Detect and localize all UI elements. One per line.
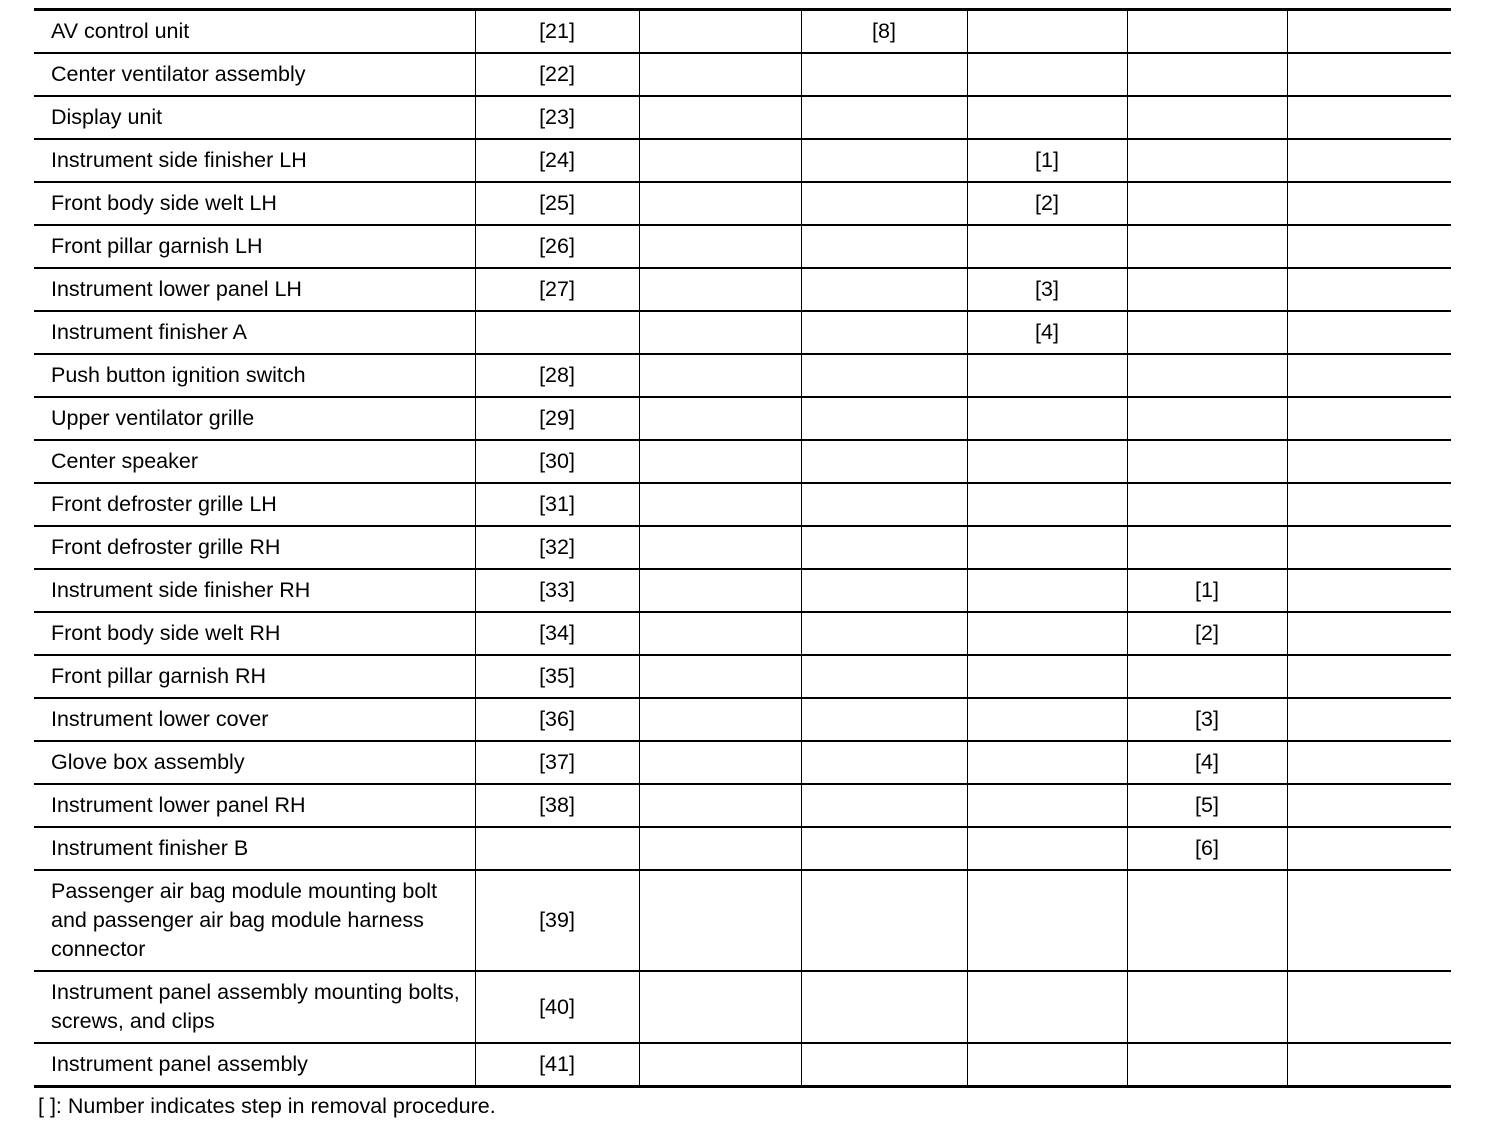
component-name-cell: Instrument panel assembly mounting bolts, screws, and clips — [34, 971, 475, 1043]
component-name-cell: Center ventilator assembly — [34, 53, 475, 96]
component-name-cell: Push button ignition switch — [34, 354, 475, 397]
step-cell — [1127, 526, 1287, 569]
step-cell — [967, 827, 1127, 870]
step-cell — [1287, 182, 1451, 225]
step-cell — [801, 53, 967, 96]
step-cell — [639, 827, 801, 870]
step-cell — [1287, 569, 1451, 612]
step-cell — [639, 483, 801, 526]
step-cell — [801, 784, 967, 827]
step-cell — [801, 612, 967, 655]
step-cell — [639, 698, 801, 741]
step-cell: [3] — [967, 268, 1127, 311]
component-name-cell: Display unit — [34, 96, 475, 139]
step-cell — [639, 354, 801, 397]
step-cell — [801, 1043, 967, 1087]
step-cell: [26] — [475, 225, 639, 268]
step-cell: [22] — [475, 53, 639, 96]
table-row — [34, 10, 1451, 54]
component-name-cell: Instrument lower cover — [34, 698, 475, 741]
component-name-cell: Front defroster grille RH — [34, 526, 475, 569]
step-cell — [639, 10, 801, 54]
step-cell — [801, 971, 967, 1043]
step-cell: [33] — [475, 569, 639, 612]
step-cell — [1127, 139, 1287, 182]
component-name-cell: Instrument side finisher LH — [34, 139, 475, 182]
step-cell: [31] — [475, 483, 639, 526]
step-cell — [1127, 182, 1287, 225]
step-cell — [1287, 139, 1451, 182]
table-row — [34, 827, 1451, 870]
table-row — [34, 96, 1451, 139]
step-cell — [1127, 483, 1287, 526]
table-row — [34, 483, 1451, 526]
step-cell: [2] — [967, 182, 1127, 225]
step-cell — [1287, 655, 1451, 698]
step-cell — [639, 397, 801, 440]
step-cell — [1287, 225, 1451, 268]
step-cell — [967, 440, 1127, 483]
step-cell — [801, 526, 967, 569]
step-cell — [1127, 440, 1287, 483]
step-cell — [967, 870, 1127, 971]
component-name-cell: Front body side welt RH — [34, 612, 475, 655]
step-cell — [1287, 268, 1451, 311]
component-name-cell: Instrument finisher A — [34, 311, 475, 354]
step-cell — [801, 397, 967, 440]
step-cell: [30] — [475, 440, 639, 483]
step-cell — [1287, 741, 1451, 784]
step-cell — [1287, 827, 1451, 870]
step-cell — [1287, 354, 1451, 397]
step-cell — [639, 741, 801, 784]
step-cell — [1287, 612, 1451, 655]
step-cell: [29] — [475, 397, 639, 440]
step-cell — [639, 569, 801, 612]
step-cell — [639, 526, 801, 569]
step-cell — [801, 182, 967, 225]
step-cell — [1127, 53, 1287, 96]
component-name-cell: Instrument lower panel RH — [34, 784, 475, 827]
step-cell: [36] — [475, 698, 639, 741]
table-row — [34, 741, 1451, 784]
step-cell — [1287, 397, 1451, 440]
step-cell — [801, 225, 967, 268]
step-cell — [1127, 870, 1287, 971]
step-cell — [801, 440, 967, 483]
step-cell — [801, 311, 967, 354]
step-cell — [1127, 971, 1287, 1043]
step-cell — [1127, 354, 1287, 397]
step-cell: [40] — [475, 971, 639, 1043]
step-cell — [639, 311, 801, 354]
table-row — [34, 354, 1451, 397]
step-cell — [801, 827, 967, 870]
table-row — [34, 698, 1451, 741]
step-cell — [1287, 971, 1451, 1043]
step-cell — [967, 655, 1127, 698]
step-cell: [24] — [475, 139, 639, 182]
step-cell — [1287, 870, 1451, 971]
step-cell — [801, 741, 967, 784]
step-cell — [1287, 526, 1451, 569]
step-cell: [5] — [1127, 784, 1287, 827]
step-cell — [1127, 1043, 1287, 1087]
table-row — [34, 655, 1451, 698]
step-cell: [38] — [475, 784, 639, 827]
table-row — [34, 311, 1451, 354]
step-cell — [639, 1043, 801, 1087]
step-cell — [639, 784, 801, 827]
component-name-cell: Passenger air bag module mounting bolt and passenger air bag module harness connector — [34, 870, 475, 971]
table-body — [34, 10, 1451, 1087]
step-cell — [801, 354, 967, 397]
step-cell: [39] — [475, 870, 639, 971]
step-cell — [967, 741, 1127, 784]
step-cell — [1127, 96, 1287, 139]
component-name-cell: Instrument lower panel LH — [34, 268, 475, 311]
step-cell — [639, 612, 801, 655]
table-row — [34, 971, 1451, 1043]
component-name-cell: Center speaker — [34, 440, 475, 483]
removal-procedure-table — [34, 8, 1451, 1088]
step-cell — [639, 53, 801, 96]
table-row — [34, 182, 1451, 225]
step-cell — [1287, 10, 1451, 54]
step-cell — [801, 96, 967, 139]
table-row — [34, 526, 1451, 569]
step-cell — [639, 440, 801, 483]
table-row — [34, 440, 1451, 483]
step-cell — [967, 784, 1127, 827]
step-cell: [23] — [475, 96, 639, 139]
step-cell — [1127, 10, 1287, 54]
step-cell — [1127, 397, 1287, 440]
step-cell — [801, 698, 967, 741]
table-row — [34, 612, 1451, 655]
step-cell — [475, 311, 639, 354]
table-row — [34, 569, 1451, 612]
step-cell — [1287, 311, 1451, 354]
component-name-cell: Instrument panel assembly — [34, 1043, 475, 1087]
step-cell — [967, 354, 1127, 397]
table-row — [34, 784, 1451, 827]
step-cell: [28] — [475, 354, 639, 397]
step-cell — [1287, 96, 1451, 139]
step-cell — [639, 655, 801, 698]
component-name-cell: AV control unit — [51, 19, 190, 43]
step-cell — [1127, 655, 1287, 698]
step-cell — [801, 569, 967, 612]
step-cell: [4] — [967, 311, 1127, 354]
step-cell: [35] — [475, 655, 639, 698]
step-cell: [1] — [967, 139, 1127, 182]
step-cell: [3] — [1127, 698, 1287, 741]
step-cell — [801, 483, 967, 526]
step-cell — [801, 268, 967, 311]
step-cell — [801, 139, 967, 182]
table-row — [34, 268, 1451, 311]
step-cell — [1287, 53, 1451, 96]
component-name-cell: Front defroster grille LH — [34, 483, 475, 526]
step-cell — [967, 10, 1127, 54]
table-row — [34, 53, 1451, 96]
step-cell — [639, 225, 801, 268]
component-name-cell: Instrument side finisher RH — [34, 569, 475, 612]
step-cell: [4] — [1127, 741, 1287, 784]
component-name-cell: Front pillar garnish LH — [34, 225, 475, 268]
step-cell — [967, 971, 1127, 1043]
table-row — [34, 397, 1451, 440]
step-cell — [1287, 698, 1451, 741]
step-cell — [639, 870, 801, 971]
step-cell: [6] — [1127, 827, 1287, 870]
step-cell — [1287, 483, 1451, 526]
step-cell — [1127, 311, 1287, 354]
component-name-cell: Front pillar garnish RH — [34, 655, 475, 698]
table-row — [34, 1043, 1451, 1087]
step-cell — [1127, 225, 1287, 268]
step-cell — [1287, 784, 1451, 827]
component-name-cell: Front body side welt LH — [34, 182, 475, 225]
step-cell — [967, 569, 1127, 612]
step-cell — [801, 870, 967, 971]
table-row — [34, 139, 1451, 182]
table-row — [34, 225, 1451, 268]
step-cell — [967, 526, 1127, 569]
component-name-cell: Instrument finisher B — [34, 827, 475, 870]
step-cell: [8] — [801, 10, 967, 54]
step-cell — [967, 96, 1127, 139]
step-cell — [967, 53, 1127, 96]
step-cell — [639, 96, 801, 139]
component-name-cell: Upper ventilator grille — [34, 397, 475, 440]
step-cell — [639, 139, 801, 182]
step-cell — [967, 397, 1127, 440]
step-cell — [967, 483, 1127, 526]
footnote: [ ]: Number indicates step in removal procedure. — [38, 1094, 496, 1118]
step-cell: [37] — [475, 741, 639, 784]
step-cell — [639, 182, 801, 225]
step-cell: [34] — [475, 612, 639, 655]
step-cell: [1] — [1127, 569, 1287, 612]
step-cell — [639, 971, 801, 1043]
step-cell: [21] — [475, 10, 639, 54]
step-cell — [1287, 440, 1451, 483]
step-cell — [639, 268, 801, 311]
step-cell — [967, 1043, 1127, 1087]
table-row — [34, 870, 1451, 971]
step-cell — [1127, 268, 1287, 311]
step-cell: [2] — [1127, 612, 1287, 655]
step-cell: [27] — [475, 268, 639, 311]
step-cell — [967, 698, 1127, 741]
step-cell — [967, 612, 1127, 655]
step-cell: [41] — [475, 1043, 639, 1087]
step-cell: [32] — [475, 526, 639, 569]
step-cell — [967, 225, 1127, 268]
step-cell — [1287, 1043, 1451, 1087]
component-name-cell: Glove box assembly — [34, 741, 475, 784]
step-cell: [25] — [475, 182, 639, 225]
step-cell — [475, 827, 639, 870]
step-cell — [801, 655, 967, 698]
